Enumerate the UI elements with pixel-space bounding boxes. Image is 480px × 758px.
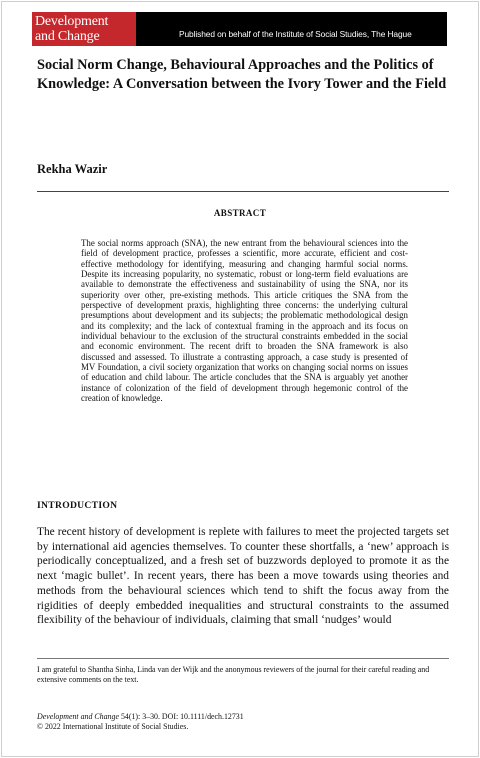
- title-divider: [37, 191, 449, 192]
- acknowledgement-footnote: I am grateful to Shantha Sinha, Linda van der Wijk and the anonymous reviewers of the journal for their careful reading and extensive comments on the text.: [37, 665, 430, 684]
- author-name: Rekha Wazir: [37, 162, 108, 176]
- journal-name-line2: and Change: [35, 29, 100, 44]
- abstract-text: The social norms approach (SNA), the new entrant from the behavioural sciences into the field of development practice, professes a scientific, more accurate, efficient and cost-effective methodology for identifying, measuring and changing harmful social norms. Despite its increasing popularity, no systematic, robust or long-term field evaluations are available to demonstrate the effectiveness and sustainability of using the SNA, nor its superiority over other, pre-existing methods. This article critiques the SNA from the perspective of development praxis, highlighting three concerns: the underlying cultural presumptions about development and its subjects; the problematic methodological design and its complexity; and the lack of contextual framing in the approach and its focus on individual behaviour to the exclusion of the structural constraints embedded in the social and economic environment. The recent drift to broaden the SNA framework is also discussed and assessed. To illustrate a contrasting approach, a case study is presented of MV Foundation, a civil society organization that works on changing social norms on issues of education and child labour. The article concludes that the SNA is arguably yet another instance of colonization of the field of development through hegemonic control of the creation of knowledge.: [81, 238, 408, 404]
- citation-journal: Development and Change: [37, 712, 119, 721]
- introduction-heading: INTRODUCTION: [37, 500, 118, 511]
- citation-details: 54(1): 3–30. DOI: 10.1111/dech.12731: [118, 712, 244, 721]
- publisher-note: Published on behalf of the Institute of Social Studies, The Hague: [179, 29, 412, 39]
- journal-header-banner: [32, 12, 447, 46]
- introduction-text: The recent history of development is replete with failures to meet the projected targets set by international aid agencies themselves. To counter these shortfalls, a ‘new’ approach is periodically conceptualized, and a fresh set of buzzwords deployed to promote it as the next ‘magic bullet’. In recent years, there has been a move towards using theories and methods from the behavioural sciences which tend to shift the focus away from the rigidities of deeply embedded inequalities and structural constraints to the assumed flexibility of the behaviour of individuals, claiming that small ‘nudges’ would: [37, 526, 449, 627]
- citation-line: [37, 712, 449, 722]
- journal-name-line1: Development: [35, 14, 109, 29]
- footnote-divider: [37, 658, 449, 659]
- journal-logo: [32, 12, 136, 46]
- copyright-line: © 2022 International Institute of Social Studies.: [37, 721, 189, 731]
- abstract-heading: ABSTRACT: [213, 208, 267, 218]
- article-title: Social Norm Change, Behavioural Approaches and the Politics of Knowledge: A Conversation between the Ivory Tower and the Field: [37, 57, 447, 92]
- citation-block: [37, 712, 449, 732]
